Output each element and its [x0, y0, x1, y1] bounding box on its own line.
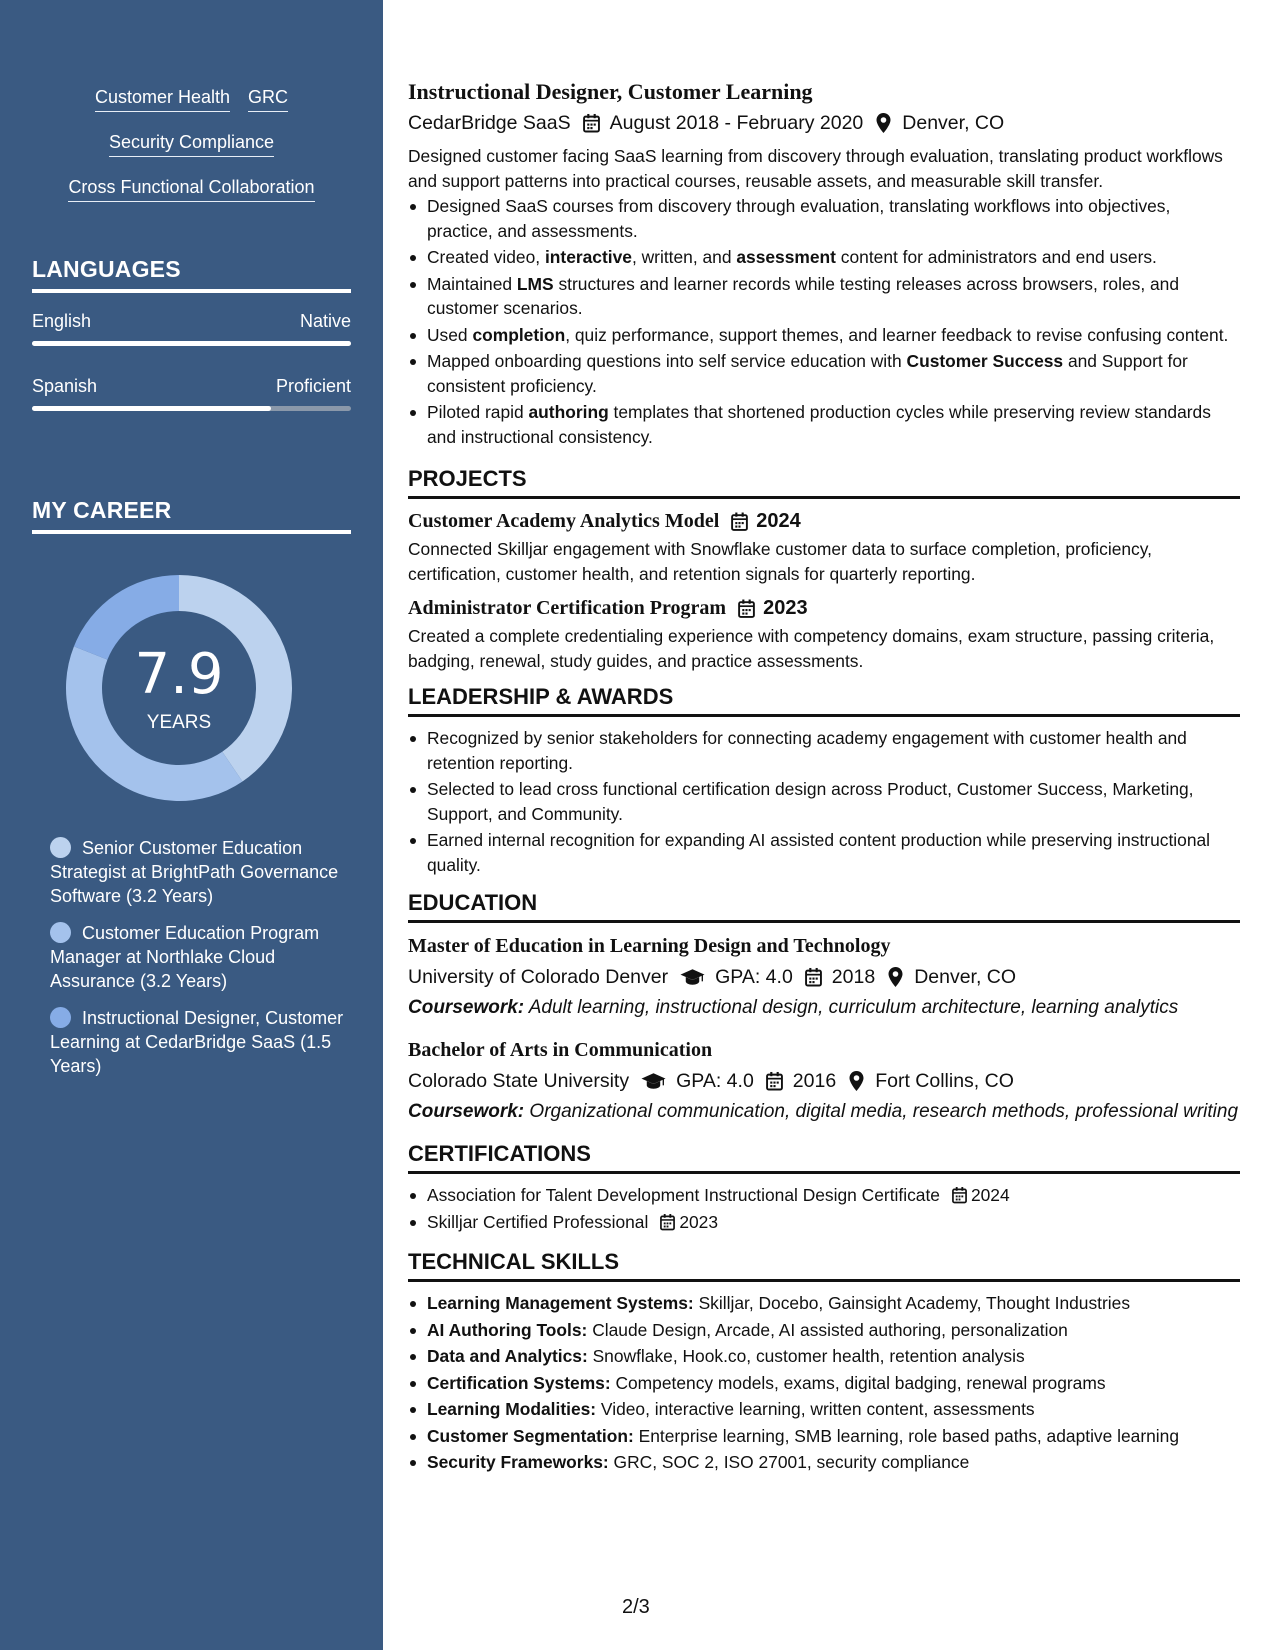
leadership-section [408, 683, 1240, 877]
bullet-text: Piloted rapid [427, 402, 529, 422]
language-row [32, 311, 351, 332]
certification-item [408, 1210, 1240, 1235]
skill-label: Certification Systems: [427, 1372, 611, 1393]
job-title: Instructional Designer, Customer Learning [408, 79, 813, 104]
skills-section [408, 1248, 1240, 1475]
calendar-icon [738, 599, 755, 618]
sidebar [0, 0, 383, 1650]
skill-tag: Security Compliance [109, 131, 274, 157]
skill-value: GRC, SOC 2, ISO 27001, security compliance [608, 1452, 970, 1472]
skill-item [408, 1318, 1240, 1343]
skill-value: Snowflake, Hook.co, customer health, retention analysis [587, 1346, 1025, 1366]
job-bullet [408, 245, 1240, 270]
education-section [408, 889, 1240, 1124]
leadership-item: Selected to lead cross functional certification design across Product, Customer Success, Marketing, Support, and Community. [408, 777, 1240, 826]
leadership-list [408, 726, 1240, 877]
job-summary: Designed customer facing SaaS learning from discovery through evaluation, translating product workflows and support patterns into practical courses, reusable assets, and measurable skill transfer. [408, 146, 1223, 191]
language-name: Spanish [32, 376, 98, 396]
bullet-bold: LMS [516, 273, 554, 294]
tag-row [0, 176, 383, 202]
skills-heading: TECHNICAL SKILLS [408, 1248, 1240, 1282]
coursework-label: Coursework: [408, 997, 525, 1018]
project-year: 2023 [763, 597, 808, 619]
career-list [50, 836, 350, 1091]
coursework-label: Coursework: [408, 1101, 525, 1122]
project-title [408, 595, 1240, 621]
school-location: Fort Collins, CO [875, 1070, 1014, 1092]
coursework [408, 1100, 1240, 1124]
career-unit: YEARS [146, 712, 212, 733]
bullet-text: and Support for consistent proficiency. [427, 351, 1188, 396]
language-bar [32, 406, 351, 411]
certification-item [408, 1183, 1240, 1208]
graduation-year: 2016 [792, 1070, 837, 1092]
project-year: 2024 [756, 510, 801, 532]
bullet-text: , written, and [631, 247, 737, 267]
degree-title: Bachelor of Arts in Communication [408, 1039, 713, 1061]
legend-dot-icon [50, 1007, 71, 1028]
languages-section [32, 256, 351, 411]
career-item-text: Instructional Designer, Customer Learning at CedarBridge SaaS (1.5 Years) [50, 1008, 344, 1076]
skills-list [408, 1291, 1240, 1475]
certifications-section [408, 1140, 1240, 1234]
career-item-text: Senior Customer Education Strategist at BrightPath Governance Software (3.2 Years) [50, 838, 339, 906]
job-bullet [408, 194, 1240, 243]
map-pin-icon [887, 967, 904, 987]
coursework [408, 996, 1240, 1020]
skill-item [408, 1397, 1240, 1422]
projects-heading: PROJECTS [408, 465, 1240, 499]
career-item-text: Customer Education Program Manager at Northlake Cloud Assurance (3.2 Years) [50, 923, 320, 991]
skill-tags [0, 86, 383, 221]
calendar-icon [731, 512, 748, 531]
skill-label: Customer Segmentation: [427, 1425, 634, 1446]
calendar-icon [660, 1213, 675, 1231]
bullet-bold: completion [472, 324, 566, 345]
skill-item [408, 1344, 1240, 1369]
language-level: Proficient [275, 376, 351, 396]
skill-label: AI Authoring Tools: [427, 1319, 588, 1340]
main-content [408, 78, 1240, 1477]
skill-label: Learning Management Systems: [427, 1293, 694, 1313]
skill-tag: Cross Functional Collaboration [68, 176, 314, 202]
career-heading: MY CAREER [32, 497, 351, 534]
leadership-heading: LEADERSHIP & AWARDS [408, 683, 1240, 717]
job-dates: August 2018 - February 2020 [609, 112, 864, 134]
languages-heading: LANGUAGES [32, 256, 351, 293]
skill-item [408, 1424, 1240, 1449]
bullet-text: templates that shortened production cycles while preserving review standards and instructional consistency. [427, 402, 1211, 447]
bullet-text: , quiz performance, support themes, and learner feedback to revise confusing content. [565, 324, 1229, 345]
bullet-bold: interactive [544, 247, 632, 267]
school-name: University of Colorado Denver [408, 966, 669, 988]
skill-tag: Customer Health [95, 86, 230, 112]
certification-year: 2023 [679, 1211, 719, 1232]
graduation-year: 2018 [831, 966, 876, 988]
legend-dot-icon [50, 837, 71, 858]
bullet-text: Used [427, 324, 473, 345]
job-bullets [408, 194, 1240, 449]
job-meta [408, 109, 1240, 137]
bullet-text: Designed SaaS courses from discovery through evaluation, translating workflows into objectives, practice, and assessments. [427, 196, 1171, 241]
school-name: Colorado State University [408, 1070, 630, 1092]
experience-entry [408, 78, 1240, 449]
job-bullet [408, 323, 1240, 348]
skill-item [408, 1371, 1240, 1396]
map-pin-icon [848, 1071, 865, 1091]
tag-row [0, 131, 383, 157]
degree-title: Master of Education in Learning Design and Technology [408, 935, 891, 957]
projects-section [408, 465, 1240, 673]
calendar-icon [766, 1071, 783, 1091]
gpa: GPA: 4.0 [676, 1070, 754, 1092]
certification-year: 2024 [970, 1185, 1010, 1205]
project-description: Created a complete credentialing experience with competency domains, exam structure, passing criteria, badging, renewal, study guides, and practice assessments. [408, 626, 1215, 671]
career-section [32, 497, 351, 534]
skill-value: Enterprise learning, SMB learning, role based paths, adaptive learning [633, 1425, 1180, 1446]
certification-name: Association for Talent Development Instructional Design Certificate [427, 1185, 940, 1205]
language-bar-fill [32, 406, 271, 411]
gpa: GPA: 4.0 [715, 966, 793, 988]
career-item [50, 836, 350, 908]
job-location: Denver, CO [902, 112, 1005, 134]
bullet-text: Mapped onboarding questions into self service education with [427, 351, 907, 371]
bullet-text: Created video, [427, 247, 545, 267]
certifications-list [408, 1183, 1240, 1234]
skill-item [408, 1450, 1240, 1475]
calendar-icon [805, 967, 822, 987]
education-meta [408, 1067, 1240, 1095]
company-name: CedarBridge SaaS [408, 112, 571, 134]
legend-dot-icon [50, 922, 71, 943]
job-bullet [408, 272, 1240, 321]
language-name: English [32, 311, 92, 331]
school-location: Denver, CO [914, 966, 1017, 988]
certifications-heading: CERTIFICATIONS [408, 1140, 1240, 1174]
education-entry [408, 932, 1240, 1020]
graduation-cap-icon [641, 1071, 666, 1091]
leadership-item: Earned internal recognition for expanding AI assisted content production while preserving instructional quality. [408, 828, 1240, 877]
skill-value: Skilljar, Docebo, Gainsight Academy, Thought Industries [693, 1293, 1131, 1313]
skill-label: Learning Modalities: [427, 1399, 597, 1419]
career-item [50, 921, 350, 993]
project-name: Administrator Certification Program [408, 597, 727, 619]
page-number: 2/3 [622, 1596, 650, 1618]
bullet-bold: authoring [528, 402, 609, 422]
project-name: Customer Academy Analytics Model [408, 510, 720, 532]
donut-center [66, 575, 292, 801]
skill-value: Competency models, exams, digital badging, renewal programs [610, 1372, 1106, 1393]
bullet-bold: Customer Success [906, 351, 1064, 371]
language-level: Native [299, 311, 351, 331]
bullet-bold: assessment [736, 247, 836, 267]
project-description: Connected Skilljar engagement with Snowflake customer data to surface completion, proficiency, certification, customer health, and retention signals for quarterly reporting. [408, 539, 1152, 584]
education-heading: EDUCATION [408, 889, 1240, 923]
skill-label: Data and Analytics: [427, 1346, 588, 1366]
education-meta [408, 963, 1240, 991]
certification-name: Skilljar Certified Professional [427, 1211, 649, 1232]
language-bar [32, 341, 351, 346]
coursework-text: Organizational communication, digital media, research methods, professional writing [524, 1101, 1239, 1122]
skill-value: Claude Design, Arcade, AI assisted authoring, personalization [587, 1319, 1068, 1340]
coursework-text: Adult learning, instructional design, curriculum architecture, learning analytics [524, 997, 1179, 1018]
graduation-cap-icon [680, 967, 705, 987]
bullet-text: content for administrators and end users. [835, 247, 1157, 267]
bullet-text: structures and learner records while testing releases across browsers, roles, and customer scenarios. [427, 273, 1180, 318]
skill-tag: GRC [248, 86, 288, 112]
career-item [50, 1006, 350, 1078]
skill-value: Video, interactive learning, written content, assessments [596, 1399, 1035, 1419]
calendar-icon [583, 113, 600, 133]
language-row [32, 376, 351, 397]
leadership-item: Recognized by senior stakeholders for connecting academy engagement with customer health and retention reporting. [408, 726, 1240, 775]
map-pin-icon [875, 113, 892, 133]
bullet-text: Maintained [427, 273, 517, 294]
job-bullet [408, 400, 1240, 449]
calendar-icon [952, 1186, 967, 1204]
language-bar-fill [32, 341, 351, 346]
tag-row [0, 86, 383, 112]
education-entry [408, 1036, 1240, 1124]
skill-item [408, 1291, 1240, 1316]
skill-label: Security Frameworks: [427, 1452, 609, 1472]
career-total-years: 7.9 [134, 642, 224, 707]
project-title [408, 508, 1240, 534]
job-bullet [408, 349, 1240, 398]
